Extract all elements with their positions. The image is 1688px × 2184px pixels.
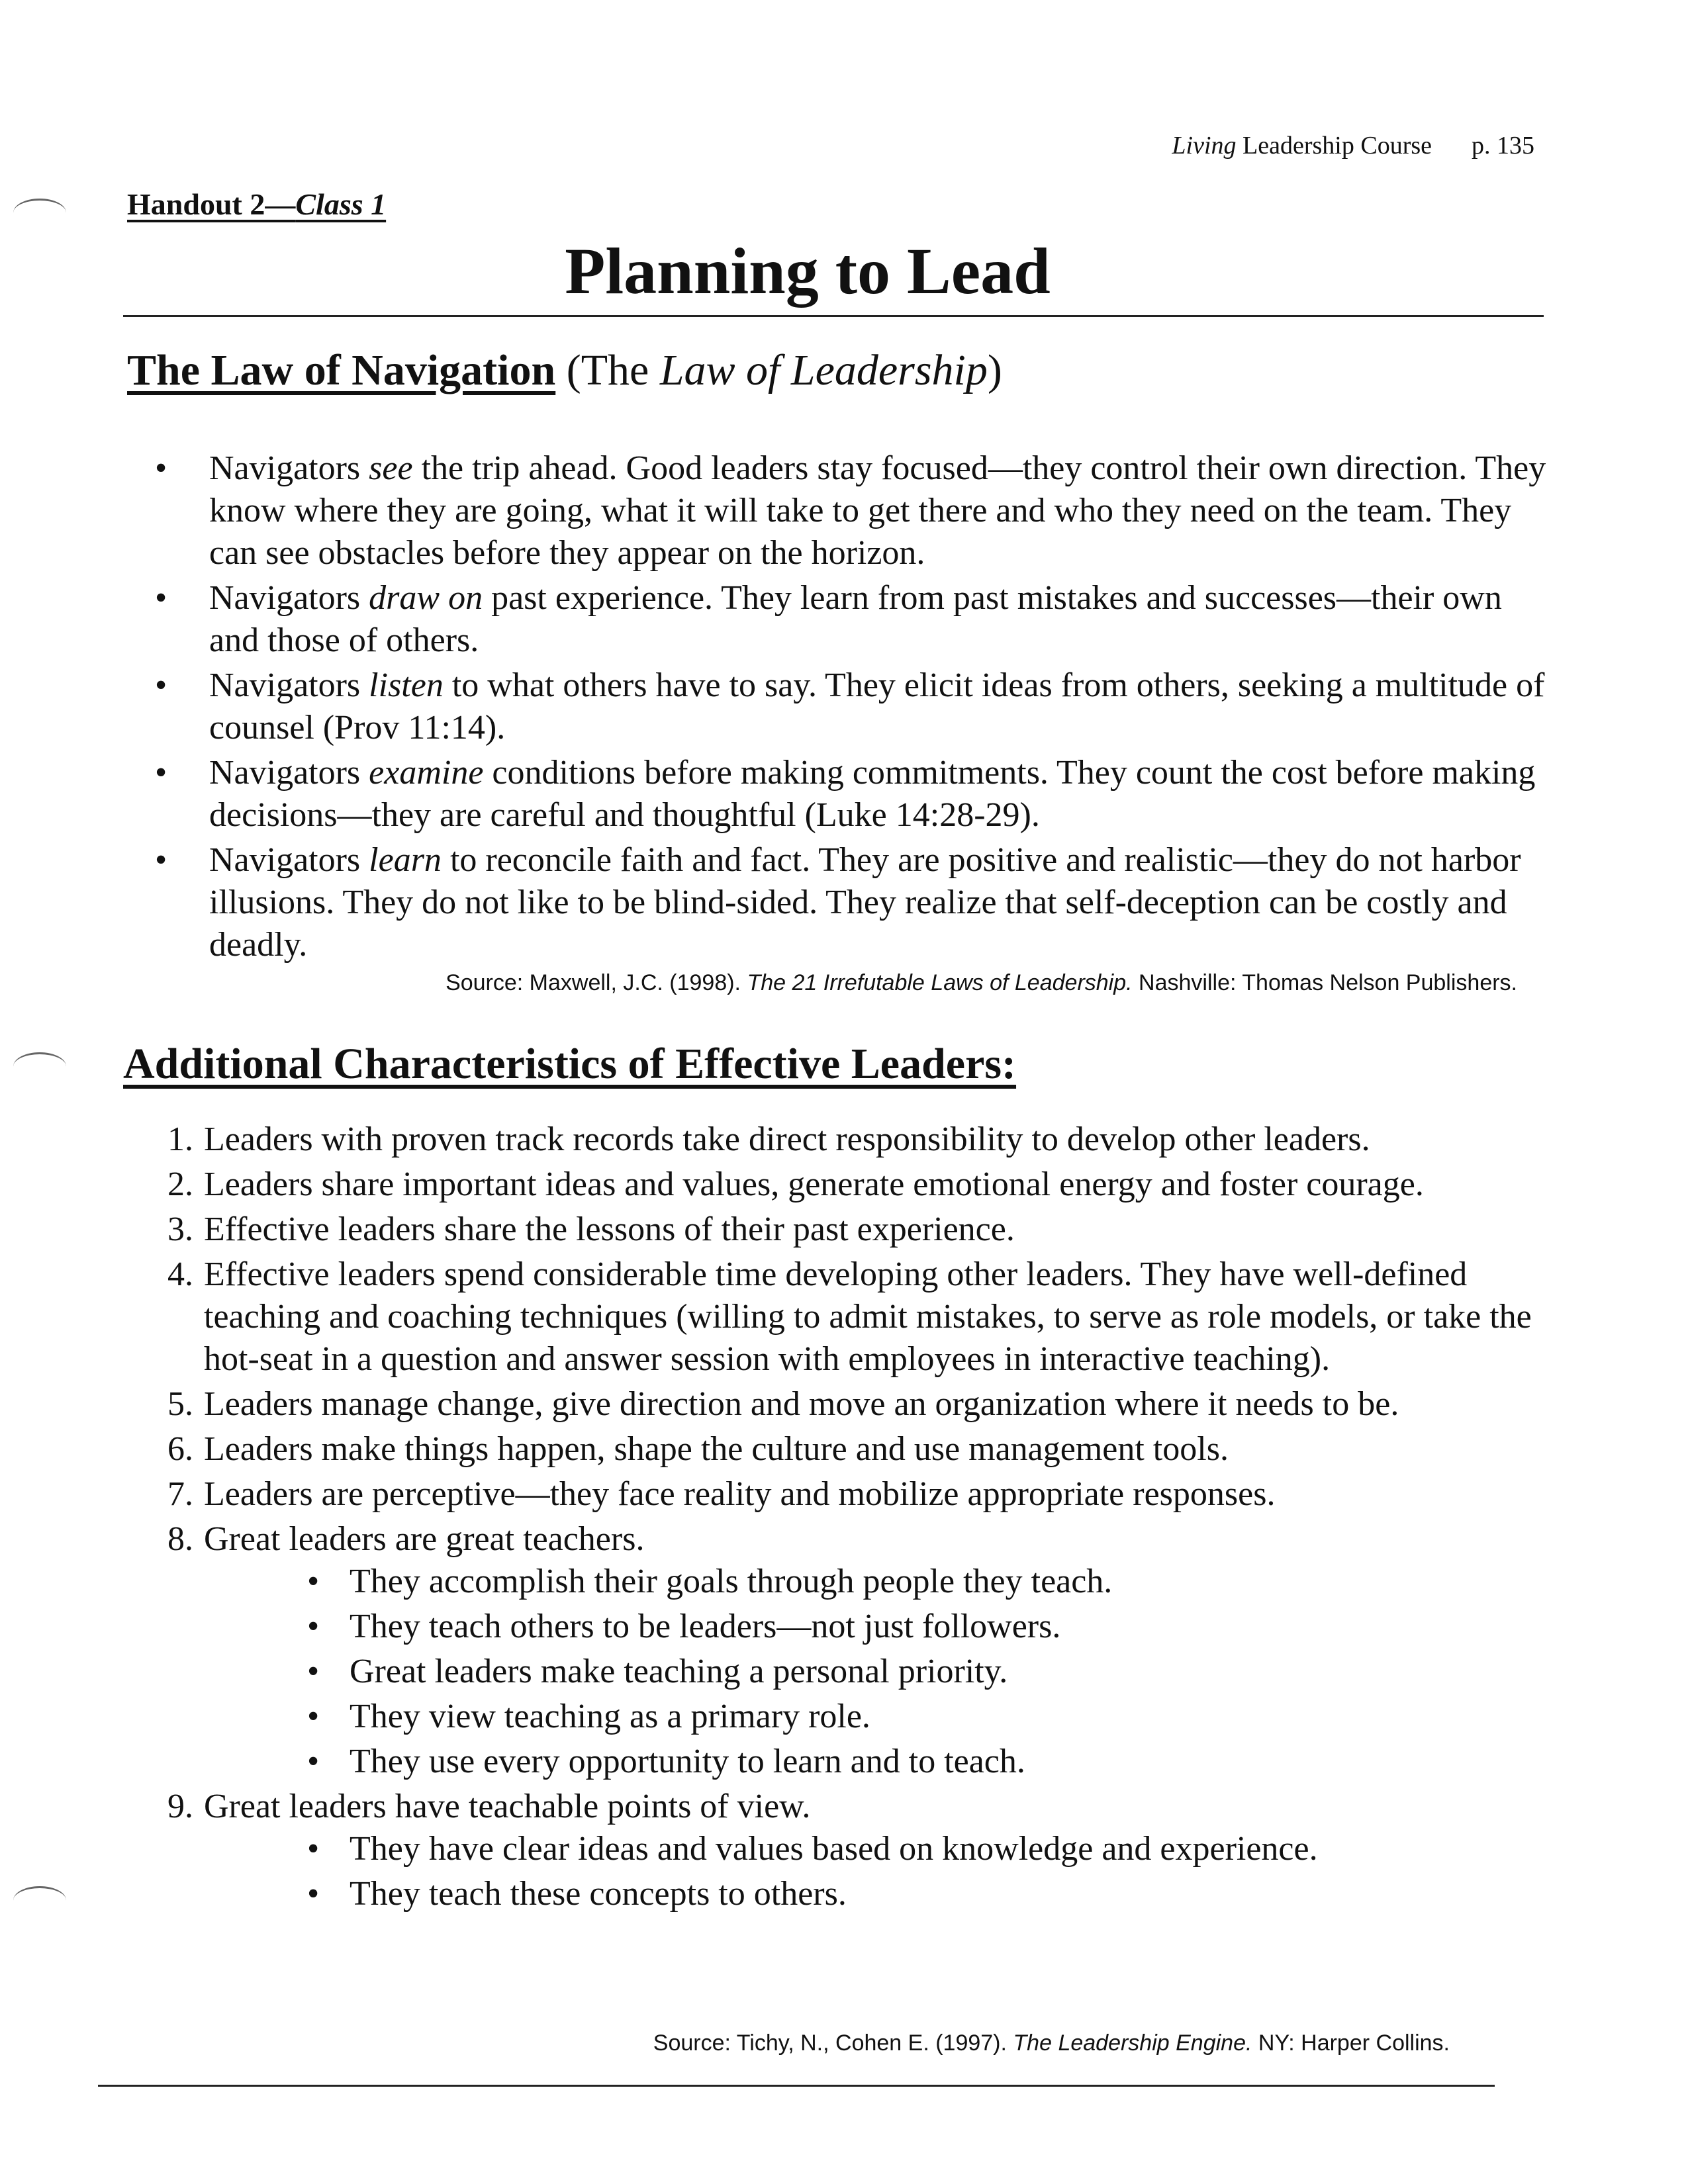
item-text: Navigators: [209, 579, 369, 617]
sub-list-item: [307, 1606, 1554, 1648]
item-text: Navigators: [209, 841, 369, 879]
list-item: [155, 664, 1553, 749]
handout-number: Handout 2—: [127, 187, 296, 221]
sub-list-item: [307, 1828, 1554, 1870]
bullet-icon: •: [155, 579, 167, 617]
item-9-sub-list: [204, 1828, 1554, 1915]
section-heading-navigation: [127, 345, 1002, 396]
item-text: Leaders are perceptive—they face reality and mobilize appropriate responses.: [204, 1475, 1276, 1513]
citation-text: Source: Tichy, N., Cohen E. (1997).: [653, 2030, 1013, 2056]
item-text: Great leaders are great teachers.: [204, 1520, 645, 1558]
list-item: [167, 1428, 1554, 1471]
item-number: 6.: [167, 1430, 193, 1468]
list-item: [167, 1208, 1554, 1251]
navigation-bullet-list: [155, 447, 1553, 969]
item-text: Navigators: [209, 449, 369, 487]
item-text: Leaders make things happen, shape the culture and use management tools.: [204, 1430, 1229, 1468]
list-item: [167, 1473, 1554, 1516]
list-item: [155, 752, 1553, 837]
item-emphasis: listen: [369, 666, 444, 704]
list-item: [167, 1786, 1554, 1915]
characteristics-numbered-list: [167, 1118, 1554, 1918]
section-heading-paren-open: (The: [555, 346, 660, 394]
item-text: Effective leaders spend considerable time developing other leaders. They have well-defined teaching and coaching techniques (willing to admit mistakes, to serve as role models, or take the hot-seat in a question and answer session with employees in interactive teaching).: [204, 1255, 1532, 1378]
item-text: Leaders with proven track records take direct responsibility to develop other leaders.: [204, 1120, 1370, 1158]
sub-item-text: Great leaders make teaching a personal priority.: [350, 1653, 1008, 1690]
list-item: [167, 1163, 1554, 1206]
item-8-sub-list: [204, 1561, 1554, 1783]
running-header: [1172, 131, 1534, 160]
bullet-icon: •: [307, 1653, 320, 1690]
item-text: Leaders manage change, give direction and move an organization where it needs to be.: [204, 1385, 1399, 1423]
bullet-icon: •: [155, 449, 167, 487]
item-number: 7.: [167, 1475, 193, 1513]
section-heading-characteristics: Additional Characteristics of Effective Leaders:: [123, 1040, 1017, 1088]
item-emphasis: see: [369, 449, 413, 487]
item-text: to what others have to say. They elicit ideas from others, seeking a multitude of counsel (Prov 11:14).: [209, 666, 1545, 747]
sub-item-text: They view teaching as a primary role.: [350, 1698, 870, 1735]
item-number: 4.: [167, 1255, 193, 1293]
sub-list-item: [307, 1741, 1554, 1783]
list-item: [167, 1518, 1554, 1783]
item-number: 8.: [167, 1520, 193, 1558]
list-item: [155, 577, 1553, 662]
list-item: [155, 447, 1553, 574]
scan-mark-1: [13, 199, 66, 227]
section-heading-paren-italic: Law of Leadership: [659, 346, 988, 394]
section-heading-main: The Law of Navigation: [127, 346, 556, 394]
page-title: Planning to Lead: [565, 234, 1051, 308]
item-text: Navigators: [209, 754, 369, 792]
bullet-icon: •: [307, 1698, 320, 1735]
page-number: p. 135: [1472, 132, 1534, 159]
sub-item-text: They teach others to be leaders—not just followers.: [350, 1608, 1061, 1645]
item-text: past experience. They learn from past mistakes and successes—their own and those of others.: [209, 579, 1502, 659]
scan-mark-3: [13, 1886, 66, 1915]
list-item: [155, 839, 1553, 966]
bullet-icon: •: [307, 1608, 320, 1645]
citation-publisher: Nashville: Thomas Nelson Publishers.: [1132, 970, 1517, 995]
bullet-icon: •: [307, 1875, 320, 1913]
section-heading-paren-close: ): [987, 346, 1002, 394]
sub-list-item: [307, 1651, 1554, 1693]
citation-title: The 21 Irrefutable Laws of Leadership.: [747, 970, 1133, 995]
course-name: Leadership Course: [1236, 132, 1432, 159]
item-emphasis: draw on: [369, 579, 483, 617]
bullet-icon: •: [155, 754, 167, 792]
item-number: 5.: [167, 1385, 193, 1423]
list-item: [167, 1383, 1554, 1426]
sub-list-item: [307, 1873, 1554, 1915]
bottom-divider: [98, 2085, 1495, 2087]
sub-item-text: They teach these concepts to others.: [350, 1875, 847, 1913]
item-text: Leaders share important ideas and values, generate emotional energy and foster courage.: [204, 1165, 1424, 1203]
bullet-icon: •: [307, 1743, 320, 1780]
item-text: conditions before making commitments. They count the cost before making decisions—they are careful and thoughtful (Luke 14:28-29).: [209, 754, 1536, 834]
source-citation-tichy: [653, 2030, 1450, 2056]
list-item: [167, 1253, 1554, 1381]
sub-item-text: They have clear ideas and values based on knowledge and experience.: [350, 1830, 1318, 1868]
bullet-icon: •: [307, 1830, 320, 1868]
item-text: Navigators: [209, 666, 369, 704]
citation-text: Source: Maxwell, J.C. (1998).: [445, 970, 747, 995]
item-text: Effective leaders share the lessons of their past experience.: [204, 1210, 1015, 1248]
handout-class: Class 1: [295, 187, 387, 221]
item-emphasis: learn: [369, 841, 442, 879]
sub-item-text: They accomplish their goals through people they teach.: [350, 1563, 1113, 1600]
source-citation-maxwell: [445, 970, 1517, 996]
bullet-icon: •: [155, 841, 167, 879]
citation-title: The Leadership Engine.: [1013, 2030, 1252, 2056]
item-number: 2.: [167, 1165, 193, 1203]
bullet-icon: •: [307, 1563, 320, 1600]
list-item: [167, 1118, 1554, 1161]
item-number: 3.: [167, 1210, 193, 1248]
citation-publisher: NY: Harper Collins.: [1252, 2030, 1450, 2056]
item-number: 9.: [167, 1788, 193, 1825]
handout-label: [127, 187, 386, 222]
scan-mark-2: [13, 1052, 66, 1081]
title-divider: [123, 315, 1544, 317]
item-text: Great leaders have teachable points of view.: [204, 1788, 811, 1825]
item-text: to reconcile faith and fact. They are positive and realistic—they do not harbor illusions. They do not like to be blind-sided. They realize that self-deception can be costly and deadly.: [209, 841, 1521, 964]
item-text: the trip ahead. Good leaders stay focused—they control their own direction. They know where they are going, what it will take to get there and who they need on the team. They can see obstacles before they appear on the horizon.: [209, 449, 1546, 572]
course-name-italic: Living: [1172, 132, 1237, 159]
item-emphasis: examine: [369, 754, 484, 792]
sub-list-item: [307, 1696, 1554, 1738]
item-number: 1.: [167, 1120, 193, 1158]
sub-list-item: [307, 1561, 1554, 1603]
bullet-icon: •: [155, 666, 167, 704]
sub-item-text: They use every opportunity to learn and to teach.: [350, 1743, 1025, 1780]
